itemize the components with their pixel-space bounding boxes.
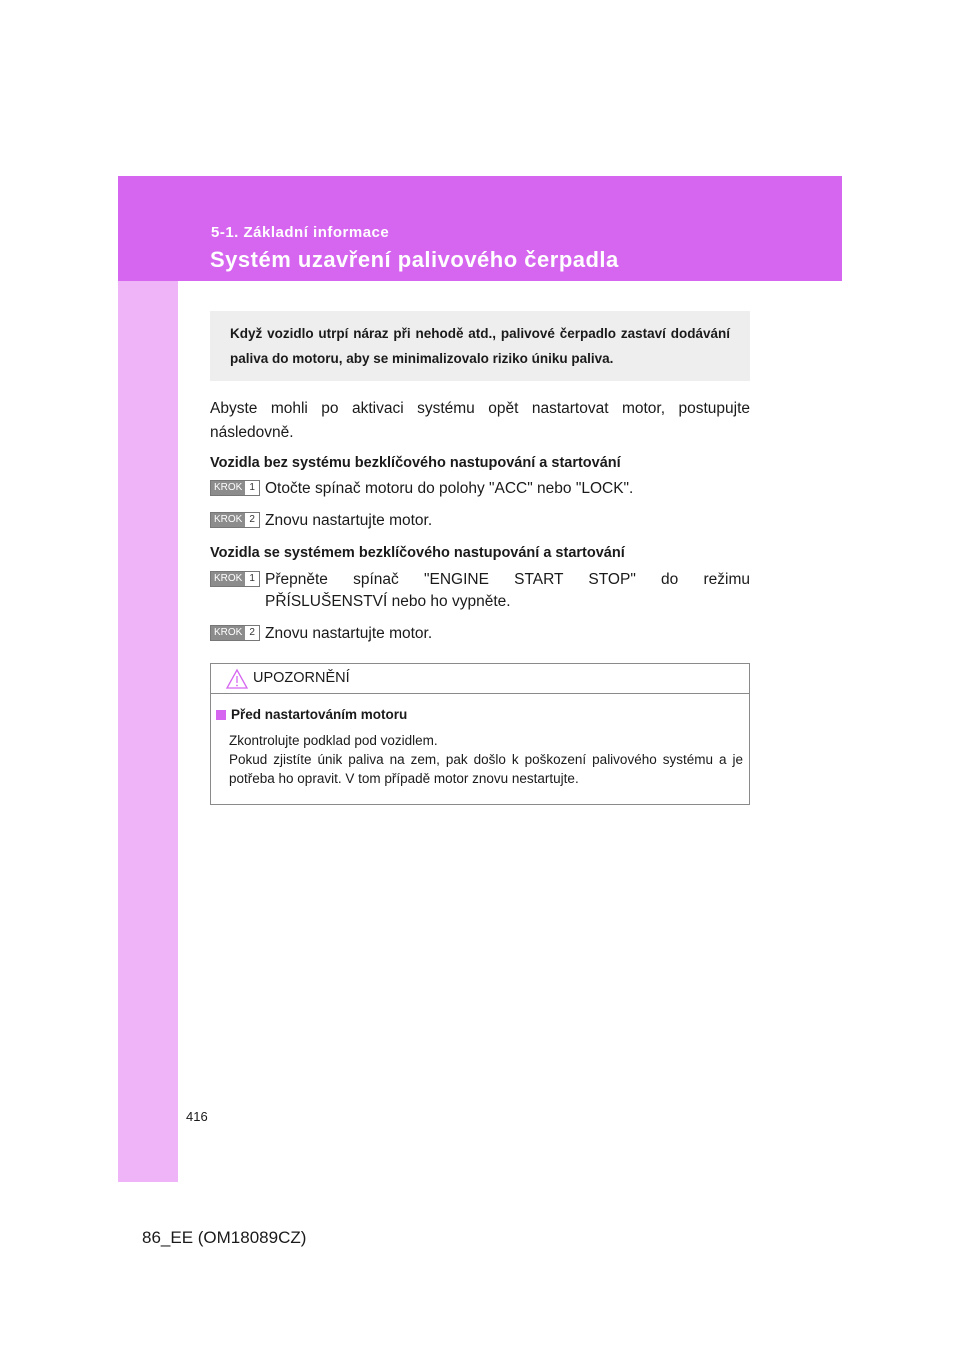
footer-code: 86_EE (OM18089CZ) [142, 1228, 307, 1247]
step-text: Znovu nastartujte motor. [265, 625, 433, 642]
warning-body [229, 731, 743, 788]
krok-badge: KROK 1 [210, 480, 260, 496]
subheading-with-keyless: Vozidla se systémem bezklíčového nastupování a startování [210, 545, 625, 561]
step-1-without-keyless [210, 478, 750, 500]
warning-bullet [216, 707, 407, 722]
page-title: Systém uzavření palivového čerpadla [210, 247, 619, 272]
intro-box: Když vozidlo utrpí náraz při nehodě atd., palivové čerpadlo zastaví dodávání paliva do motoru, aby se minimalizovalo riziko úniku paliva. [210, 311, 750, 381]
warning-line-2: Pokud zjistíte únik paliva na zem, pak došlo k poškození palivového systému a je potřeba ho opravit. V tom případě motor znovu nestartujte. [229, 752, 743, 786]
sidebar [118, 281, 178, 1182]
step-text: Znovu nastartujte motor. [265, 512, 433, 529]
lead-paragraph: Abyste mohli po aktivaci systému opět nastartovat motor, postupujte následovně. [210, 400, 750, 441]
page-number: 416 [186, 1109, 208, 1124]
step-2-with-keyless [210, 623, 750, 645]
section-label: 5-1. Základní informace [211, 224, 390, 241]
step-1-with-keyless [210, 569, 750, 613]
warning-box [210, 663, 750, 805]
warning-header [211, 664, 749, 694]
warning-triangle-icon [225, 668, 249, 690]
bullet-square-icon [216, 710, 226, 720]
warning-line-1: Zkontrolujte podklad pod vozidlem. [229, 733, 438, 748]
subheading-without-keyless: Vozidla bez systému bezklíčového nastupování a startování [210, 455, 621, 471]
krok-badge: KROK 2 [210, 625, 260, 641]
header-band [118, 176, 842, 281]
step-2-without-keyless [210, 510, 750, 532]
krok-badge: KROK 2 [210, 512, 260, 528]
warning-bullet-text: Před nastartováním motoru [231, 707, 408, 722]
step-text: Přepněte spínač "ENGINE START STOP" do režimu PŘÍSLUŠENSTVÍ nebo ho vypněte. [265, 571, 750, 610]
warning-title: UPOZORNĚNÍ [253, 670, 350, 686]
krok-badge: KROK 1 [210, 571, 260, 587]
step-text: Otočte spínač motoru do polohy "ACC" nebo "LOCK". [265, 480, 634, 497]
